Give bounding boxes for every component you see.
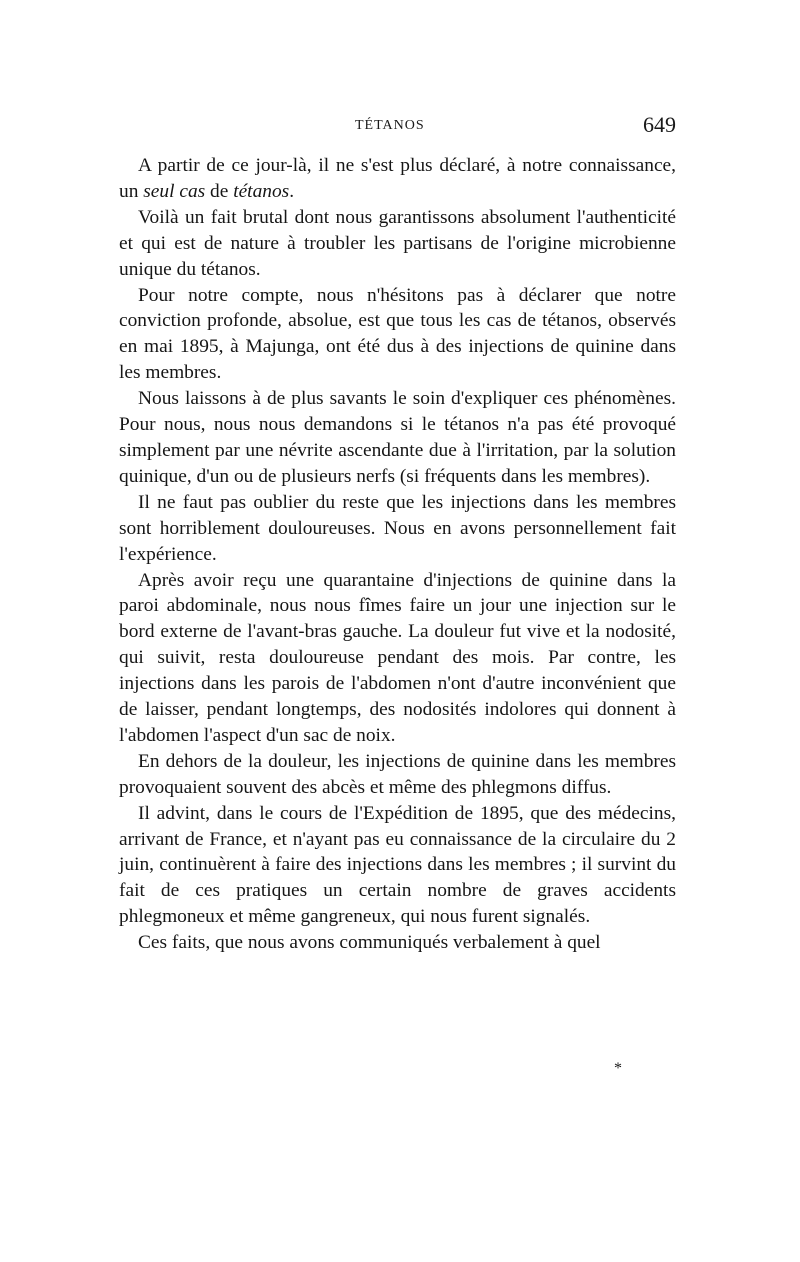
paragraph-1-text-b: de — [205, 180, 234, 202]
running-head — [0, 112, 800, 144]
paragraph-9: Ces faits, que nous avons communiqués verbalement à quel — [138, 932, 601, 954]
paragraph-3: Pour notre compte, nous n'hésitons pas à déclarer que notre conviction profonde, absolue, est que tous les cas de tétanos, observés en mai 1895, à Majunga, ont été dus à des injections de quinine dans les membres. — [119, 284, 676, 384]
body-text — [119, 153, 676, 956]
paragraph-1-emphasis-tetanos: tétanos — [233, 180, 290, 202]
running-title: TÉTANOS — [355, 118, 425, 133]
paragraph-5: Il ne faut pas oublier du reste que les injections dans les membres sont horriblement douloureuses. Nous en avons personnellement fait l'expérience. — [119, 491, 676, 565]
signature-mark: * — [614, 1060, 622, 1077]
paragraph-6: Après avoir reçu une quarantaine d'injections de quinine dans la paroi abdominale, nous nous fîmes faire un jour une injection sur le bord externe de l'avant-bras gauche. La douleur fut vive et la nodosité, qui suivit, resta douloureuse pendant des mois. Par contre, les injections dans les parois de l'abdomen n'ont d'autre inconvénient que de laisser, pendant longtemps, des nodosités indolores qui donnent à l'abdomen l'aspect d'un sac de noix. — [119, 569, 676, 746]
paragraph-7: En dehors de la douleur, les injections de quinine dans les membres provoquaient souvent des abcès et même des phlegmons diffus. — [119, 750, 676, 798]
page-number: 649 — [643, 112, 676, 137]
paragraph-1-text-a: A partir de ce jour-là, il ne s'est plus déclaré, à notre connaissance, un — [119, 155, 676, 202]
paragraph-1 — [119, 153, 676, 205]
paragraph-1-emphasis-seul-cas: seul cas — [143, 180, 206, 202]
paragraph-1-text-c: . — [289, 180, 295, 202]
paragraph-8: Il advint, dans le cours de l'Expédition de 1895, que des médecins, arrivant de France, et n'ayant pas eu connaissance de la circulaire du 2 juin, continuèrent à faire des injections dans les membres ; il survint du fait de ces pratiques un certain nombre de graves accidents phlegmoneux et même gangreneux, qui nous furent signalés. — [119, 802, 676, 928]
paragraph-4: Nous laissons à de plus savants le soin d'expliquer ces phénomènes. Pour nous, nous nous demandons si le tétanos n'a pas été provoqué simplement par une névrite ascendante due à l'irritation, par la solution quinique, d'un ou de plusieurs nerfs (si fréquents dans les membres). — [119, 388, 676, 487]
paragraph-2: Voilà un fait brutal dont nous garantissons absolument l'authenticité et qui est de nature à troubler les partisans de l'origine microbienne unique du tétanos. — [119, 206, 676, 280]
